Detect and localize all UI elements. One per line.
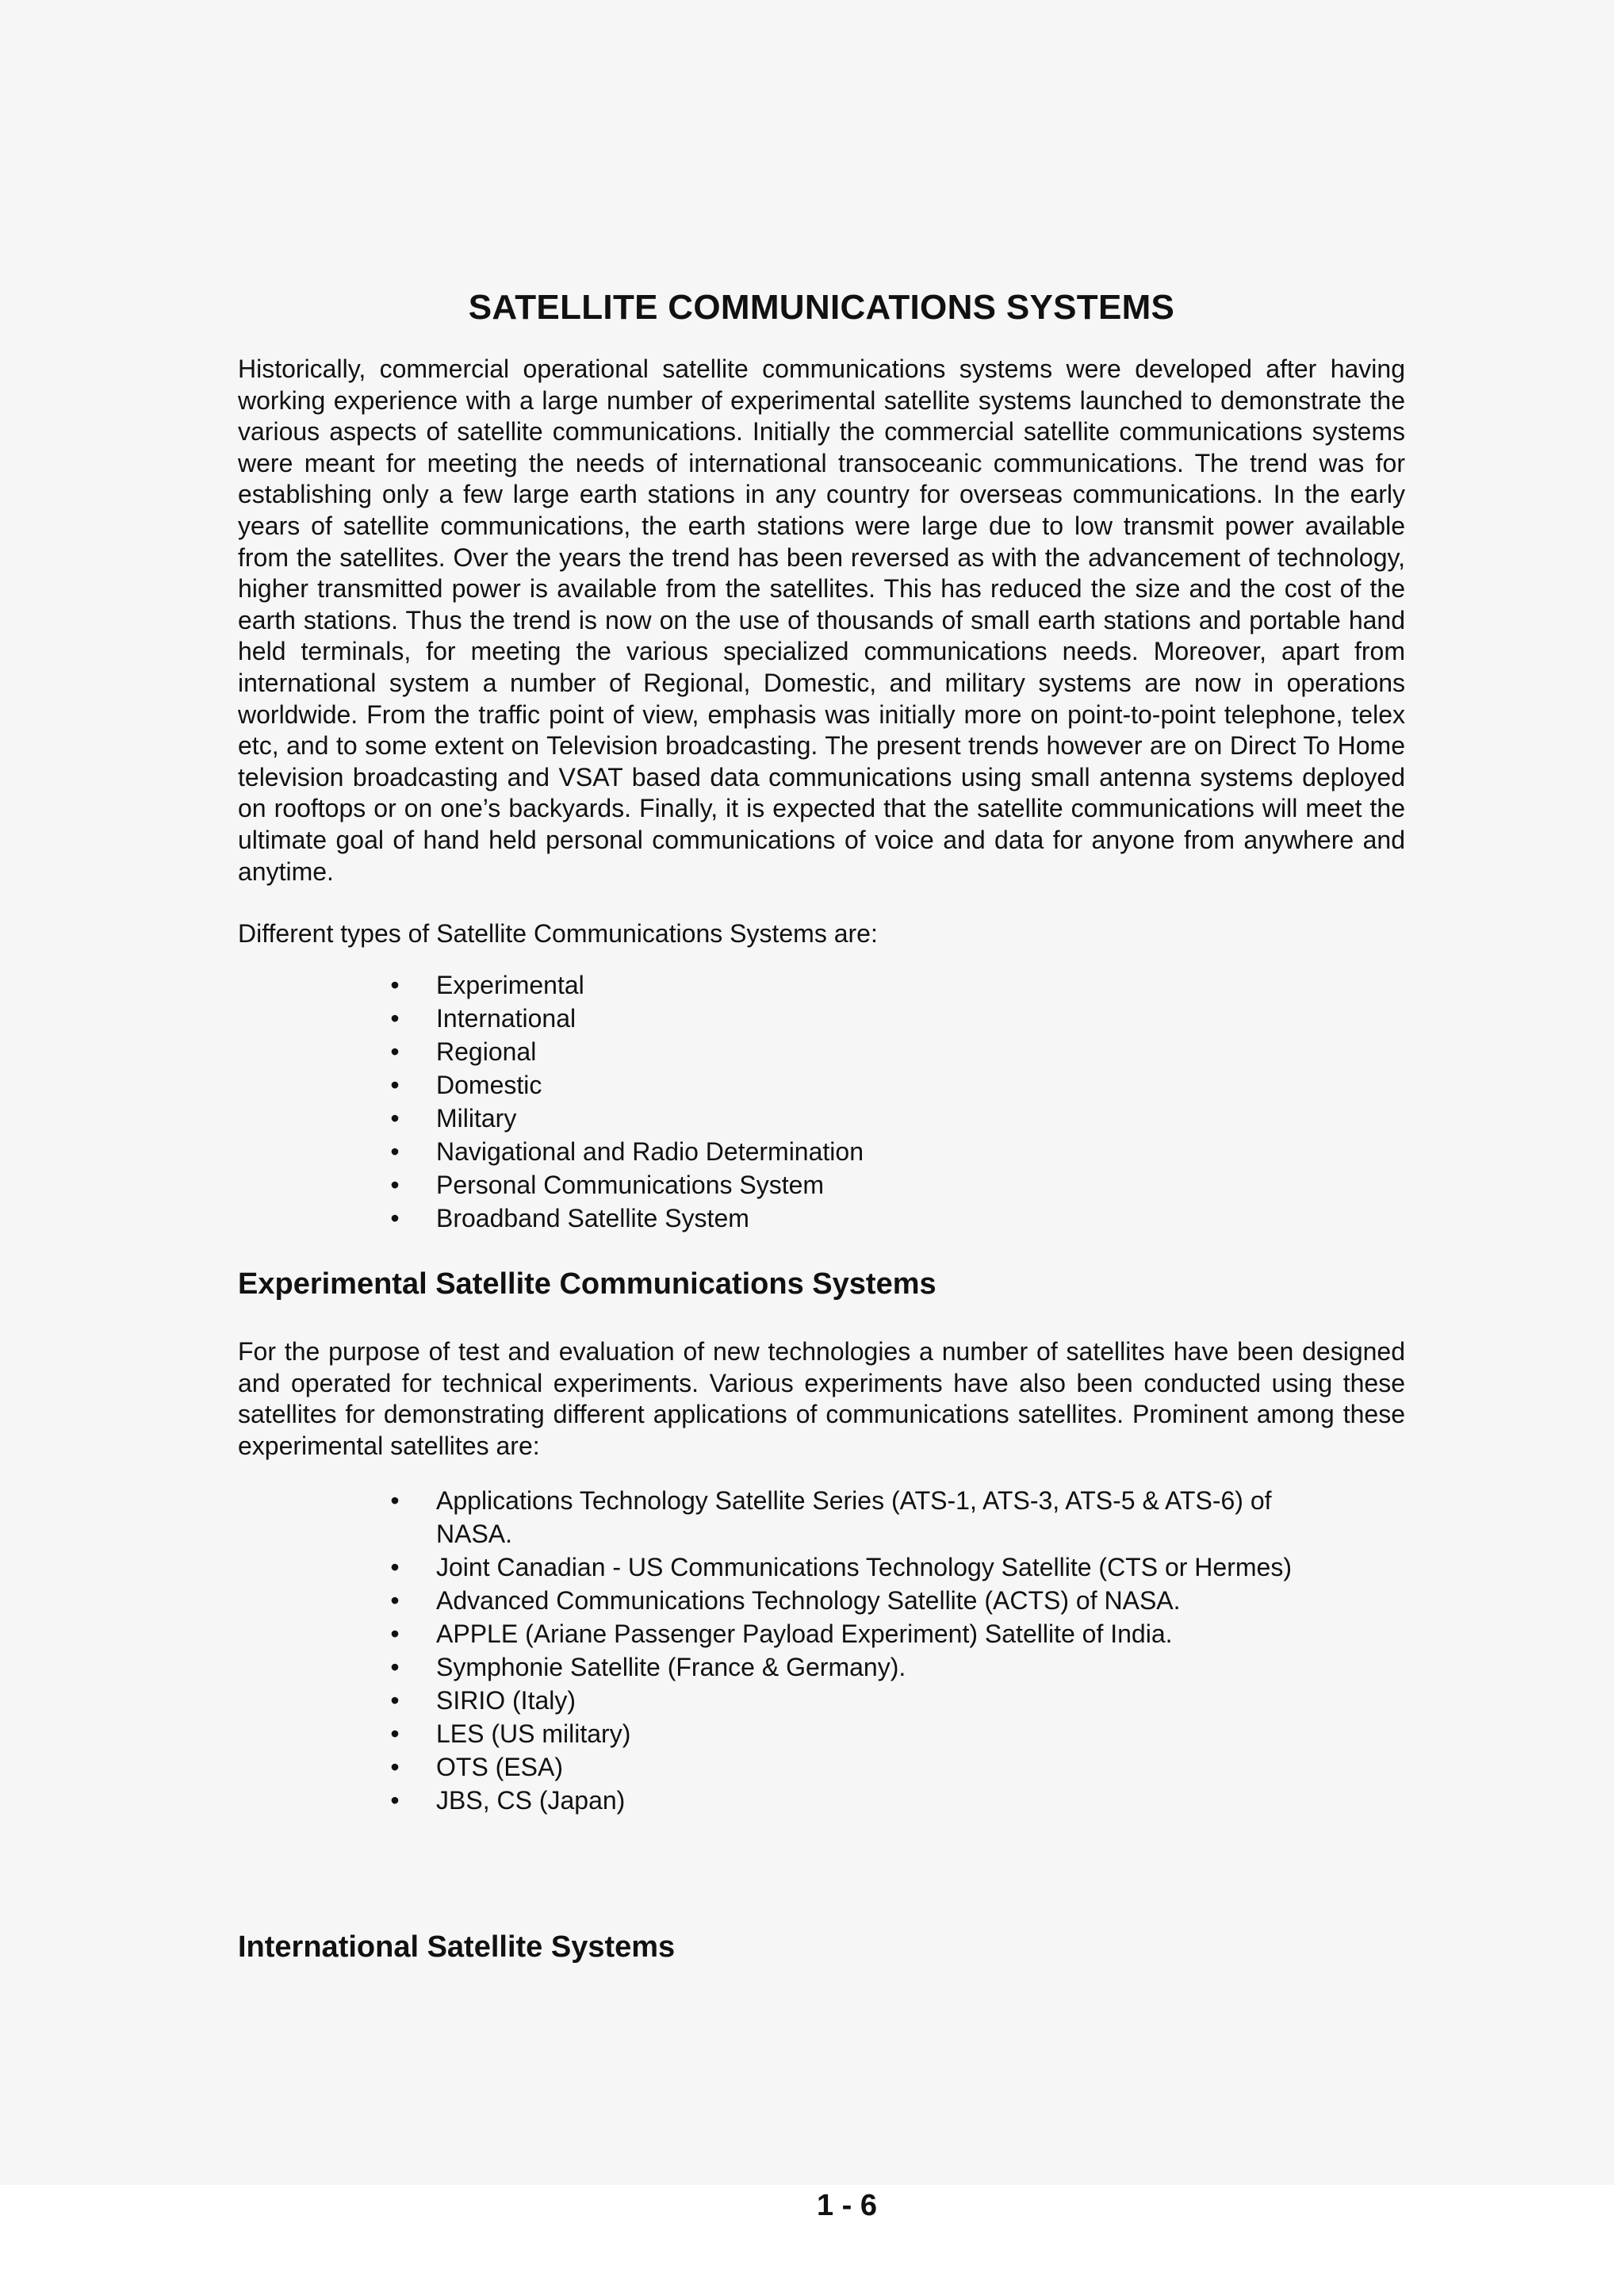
types-intro: Different types of Satellite Communications Systems are:: [238, 919, 878, 949]
list-item: [390, 1784, 1405, 1817]
international-heading: International Satellite Systems: [238, 1930, 676, 1964]
list-item-text: Navigational and Radio Determination: [436, 1137, 864, 1167]
list-item-text: Experimental: [436, 971, 584, 1000]
bullet-icon: •: [390, 1071, 400, 1100]
list-item: [390, 1717, 1405, 1750]
list-item-text: Domestic: [436, 1071, 542, 1100]
list-item: [390, 1202, 1405, 1235]
list-item: [390, 1650, 1405, 1684]
list-item: [390, 1484, 1405, 1550]
bullet-icon: •: [390, 1004, 400, 1033]
list-item-text: OTS (ESA): [436, 1753, 564, 1782]
page-number: 1 - 6: [816, 2189, 878, 2222]
bullet-icon: •: [390, 1653, 400, 1682]
document-body: [238, 286, 1405, 1966]
list-item: [390, 1550, 1405, 1584]
bullet-icon: •: [390, 1686, 400, 1715]
bullet-icon: •: [390, 1586, 400, 1616]
list-item-text: SIRIO (Italy): [436, 1686, 576, 1715]
bullet-icon: •: [390, 1753, 400, 1782]
list-item-text: APPLE (Ariane Passenger Payload Experiment) Satellite of India.: [436, 1619, 1173, 1649]
intro-paragraph: Historically, commercial operational satellite communications systems were developed after having working experience with a large number of experimental satellite systems launched to demonstrate the various aspects of satellite communications. Initially the commercial satellite communications systems were meant for meeting the needs of international transoceanic communications. The trend was for establishing only a few large earth stations in any country for overseas communications. In the early years of satellite communications, the earth stations were large due to low transmit power available from the satellites. Over the years the trend has been reversed as with the advancement of technology, higher transmitted power is available from the satellites. This has reduced the size and the cost of the earth stations. Thus the trend is now on the use of thousands of small earth stations and portable hand held terminals, for meeting the various specialized communications needs. Moreover, apart from international system a number of Regional, Domestic, and military systems are now in operations worldwide. From the traffic point of view, emphasis was initially more on point-to-point telephone, telex etc, and to some extent on Television broadcasting. The present trends however are on Direct To Home television broadcasting and VSAT based data communications using small antenna systems deployed on rooftops or on one’s backyards. Finally, it is expected that the satellite communications will meet the ultimate goal of hand held personal communications of voice and data for anyone from anywhere and anytime.: [238, 355, 1405, 886]
list-item: [390, 968, 1405, 1002]
bullet-icon: •: [390, 971, 400, 1000]
document-title: SATELLITE COMMUNICATIONS SYSTEMS: [468, 288, 1175, 327]
bullet-icon: •: [390, 1786, 400, 1815]
list-item: [390, 1617, 1405, 1650]
list-item-text: Regional: [436, 1037, 537, 1067]
bullet-icon: •: [390, 1137, 400, 1167]
list-item-text: Personal Communications System: [436, 1171, 825, 1200]
bullet-icon: •: [390, 1104, 400, 1133]
list-item-text: Advanced Communications Technology Satellite (ACTS) of NASA.: [436, 1586, 1181, 1616]
list-item: [390, 1584, 1405, 1617]
bullet-icon: •: [390, 1171, 400, 1200]
list-item-text: International: [436, 1004, 576, 1033]
list-item: [390, 1684, 1405, 1717]
list-item-text: LES (US military): [436, 1719, 631, 1749]
list-item-text: Joint Canadian - US Communications Technology Satellite (CTS or Hermes): [436, 1553, 1292, 1582]
experimental-satellites-list: [238, 1484, 1405, 1817]
types-list: [238, 968, 1405, 1235]
list-item-text: JBS, CS (Japan): [436, 1786, 626, 1815]
list-item: [390, 1035, 1405, 1068]
bullet-icon: •: [390, 1037, 400, 1067]
bullet-icon: •: [390, 1619, 400, 1649]
list-item: [390, 1750, 1405, 1784]
list-item: [390, 1102, 1405, 1135]
list-item: [390, 1135, 1405, 1168]
bullet-icon: •: [390, 1204, 400, 1233]
experimental-paragraph: For the purpose of test and evaluation of new technologies a number of satellites have been designed and operated for technical experiments. Various experiments have also been conducted using these satellites for demonstrating different applications of communications satellites. Prominent among these experimental satellites are:: [238, 1337, 1405, 1460]
experimental-heading: Experimental Satellite Communications Systems: [238, 1267, 936, 1301]
list-item-text: Military: [436, 1104, 517, 1133]
bullet-icon: •: [390, 1486, 400, 1516]
list-item: [390, 1068, 1405, 1102]
bullet-icon: •: [390, 1719, 400, 1749]
list-item: [390, 1168, 1405, 1202]
list-item-text: Broadband Satellite System: [436, 1204, 749, 1233]
bullet-icon: •: [390, 1553, 400, 1582]
list-item-text: Symphonie Satellite (France & Germany).: [436, 1653, 906, 1682]
list-item: [390, 1002, 1405, 1035]
list-item-text: Applications Technology Satellite Series (ATS-1, ATS-3, ATS-5 & ATS-6) of NASA.: [436, 1486, 1272, 1549]
